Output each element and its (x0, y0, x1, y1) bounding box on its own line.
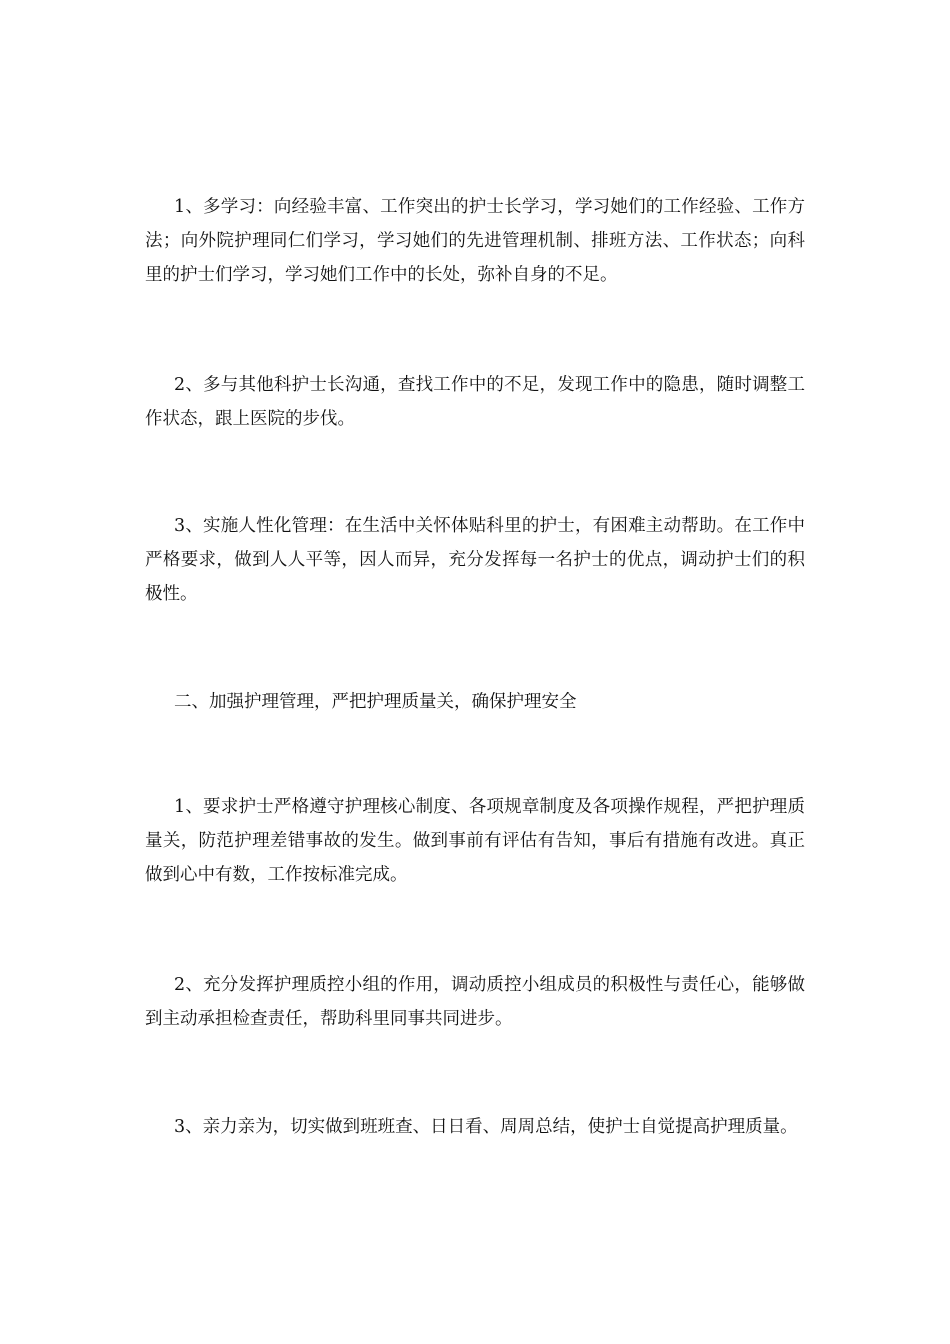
paragraph-study: 1、多学习：向经验丰富、工作突出的护士长学习，学习她们的工作经验、工作方法；向外院护理同仁们学习，学习她们的先进管理机制、排班方法、工作状态；向科里的护士们学习，学习她们工作中的长处，弥补自身的不足。 (145, 197, 805, 285)
paragraph-quality-control-group: 2、充分发挥护理质控小组的作用，调动质控小组成员的积极性与责任心，能够做到主动承担检查责任，帮助科里同事共同进步。 (145, 975, 805, 1029)
paragraph-humanized-management: 3、实施人性化管理：在生活中关怀体贴科里的护士，有困难主动帮助。在工作中严格要求，做到人人平等，因人而异，充分发挥每一名护士的优点，调动护士们的积极性。 (145, 516, 805, 604)
paragraph-hands-on: 3、亲力亲为，切实做到班班查、日日看、周周总结，使护士自觉提高护理质量。 (174, 1117, 798, 1137)
paragraph-strict-rules: 1、要求护士严格遵守护理核心制度、各项规章制度及各项操作规程，严把护理质量关，防范护理差错事故的发生。做到事前有评估有告知，事后有措施有改进。真正做到心中有数，工作按标准完成。 (145, 797, 805, 885)
paragraph-communicate: 2、多与其他科护士长沟通，查找工作中的不足，发现工作中的隐患，随时调整工作状态，跟上医院的步伐。 (145, 375, 805, 429)
section-heading-nursing-management: 二、加强护理管理，严把护理质量关，确保护理安全 (174, 692, 577, 712)
